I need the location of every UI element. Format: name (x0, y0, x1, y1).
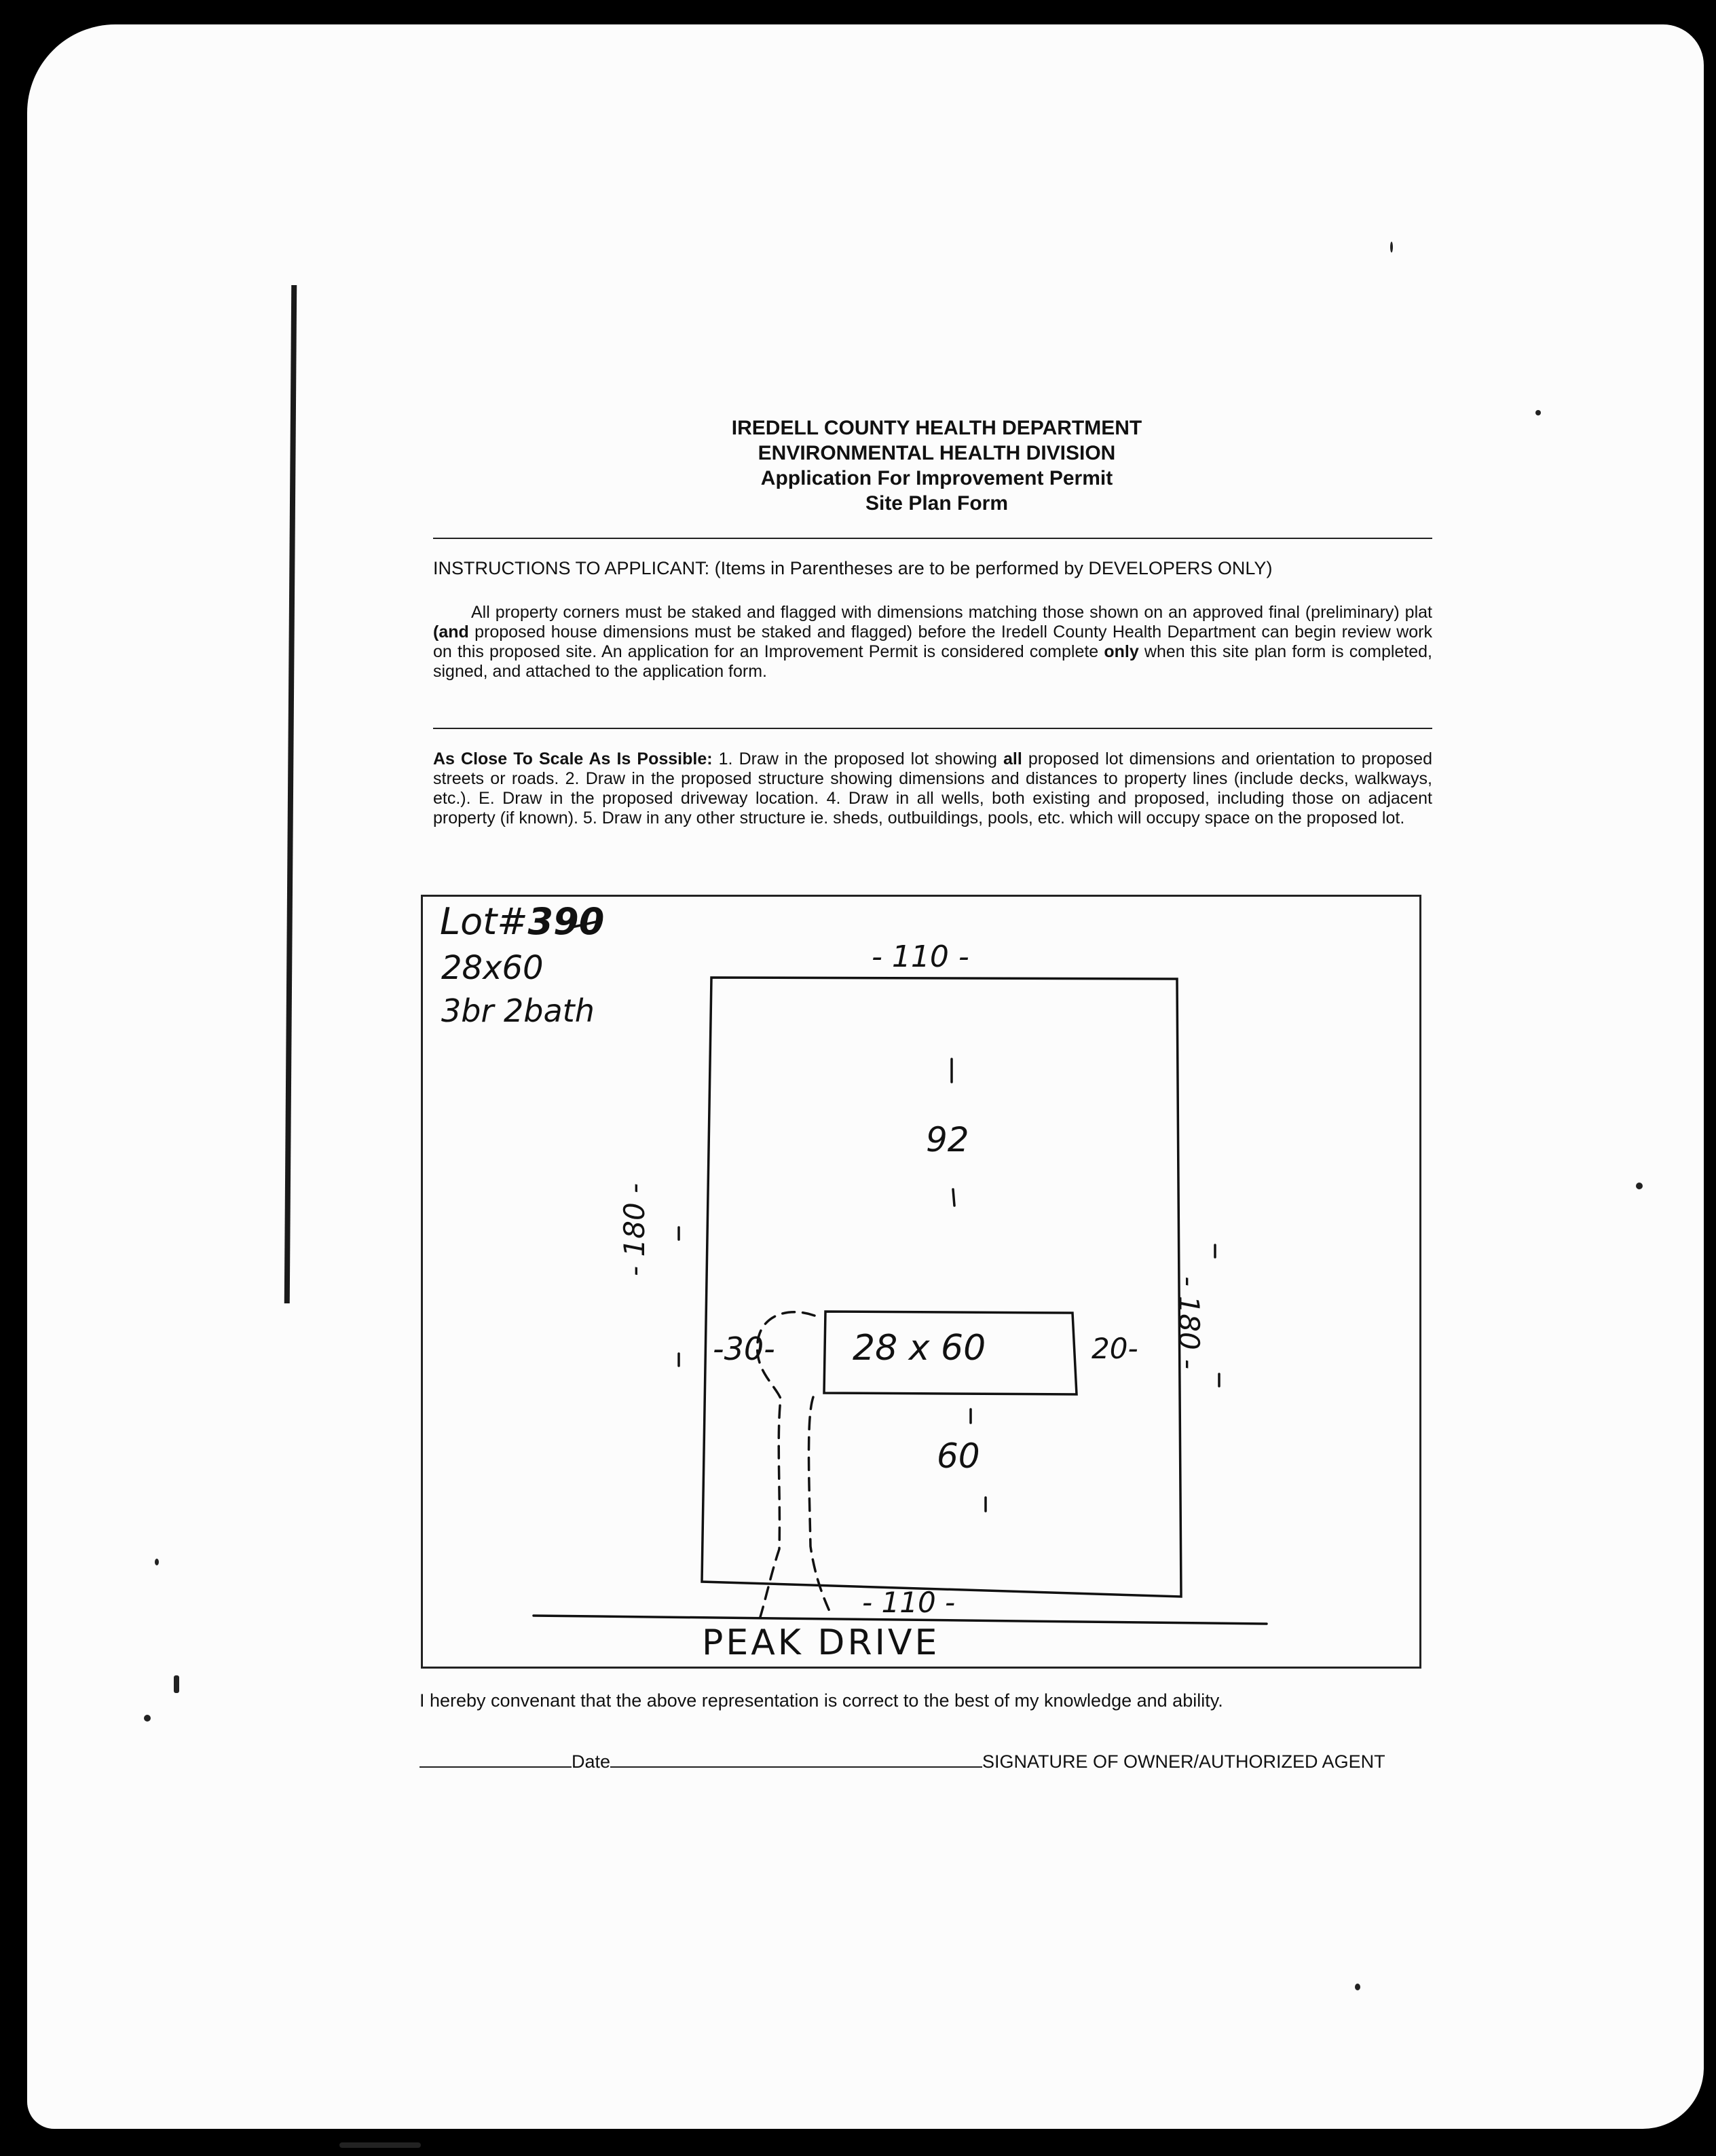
p2-text-a: 1. Draw in the proposed lot showing (712, 749, 1003, 768)
lot-number: 390 (527, 900, 605, 943)
scale-instructions (433, 749, 1432, 828)
lot-bottom-width: - 110 - (862, 1586, 956, 1619)
p2-bold-all: all (1003, 749, 1022, 768)
instructions-heading: INSTRUCTIONS TO APPLICANT: (Items in Parentheses are to be performed by DEVELOPERS ONLY) (433, 558, 1273, 578)
handwritten-lot-label (440, 900, 604, 943)
scan-speck (1535, 410, 1541, 415)
scan-speck (144, 1715, 151, 1722)
left-side-setback: -30- (713, 1331, 775, 1367)
signature-field[interactable] (610, 1751, 982, 1768)
p1-text-b: proposed house dimensions must be staked and flagged) before the Iredell County Health Department can begin review work on this proposed site. An application for an Improvement Permit is considered complete (433, 622, 1432, 661)
date-label: Date (572, 1751, 611, 1772)
form-header (611, 415, 1263, 516)
header-form-name: Site Plan Form (865, 492, 1009, 515)
tick-top-2 (953, 1189, 954, 1206)
signature-label: SIGNATURE OF OWNER/AUTHORIZED AGENT (982, 1751, 1385, 1772)
divider-top (433, 538, 1432, 539)
street-name: PEAK DRIVE (702, 1622, 940, 1663)
date-field[interactable] (419, 1751, 572, 1768)
header-application: Application For Improvement Permit (760, 467, 1113, 489)
handwritten-house-size: 28x60 (441, 949, 544, 987)
p1-text-c: when this site plan form is completed, signed, and attached to the application form. (433, 642, 1433, 681)
divider-middle (433, 728, 1432, 729)
p1-bold-only: only (1104, 642, 1139, 661)
lot-top-width: - 110 - (872, 940, 969, 974)
rear-setback: 92 (926, 1120, 969, 1159)
scan-speck (155, 1559, 159, 1565)
p1-text-a: All property corners must be staked and flagged with dimensions matching those shown on an approved final (preliminary) plat (471, 603, 1432, 622)
scan-speck (1390, 242, 1393, 253)
p2-text-b: proposed lot dimensions and orientation to proposed streets or roads. 2. Draw in the proposed structure showing dimensions and distances to property lines (include decks, walkways, etc.). E. Draw in the proposed driveway location. 4. Draw in all wells, both existing and proposed, including those on adjacent property (if known). 5. Draw in any other structure ie. sheds, outbuildings, pools, etc. which will occupy space on the proposed lot. (433, 749, 1432, 828)
house-dimension-label: 28 x 60 (853, 1328, 986, 1369)
handwritten-bedrooms: 3br 2bath (441, 992, 595, 1029)
scan-speck (174, 1675, 179, 1693)
scan-speck (1355, 1984, 1360, 1990)
lot-left-depth: - 180 - (618, 1183, 651, 1276)
p2-bold-scale: As Close To Scale As Is Possible: (433, 749, 713, 768)
lot-right-depth: - 180 - (1172, 1276, 1206, 1370)
signature-line (419, 1751, 1385, 1772)
p1-bold-and: (and (433, 622, 469, 642)
instructions-paragraph (433, 603, 1432, 682)
header-department: IREDELL COUNTY HEALTH DEPARTMENT (731, 417, 1142, 439)
right-side-setback: 20- (1092, 1332, 1138, 1365)
scan-speck (1636, 1183, 1643, 1189)
lot-boundary (702, 978, 1181, 1597)
front-setback: 60 (937, 1436, 980, 1476)
lot-label: Lot# (440, 900, 528, 943)
scan-smudge (339, 2142, 421, 2148)
covenant-statement: I hereby convenant that the above representation is correct to the best of my knowledge and ability. (419, 1690, 1223, 1711)
header-division: ENVIRONMENTAL HEALTH DIVISION (758, 442, 1116, 464)
